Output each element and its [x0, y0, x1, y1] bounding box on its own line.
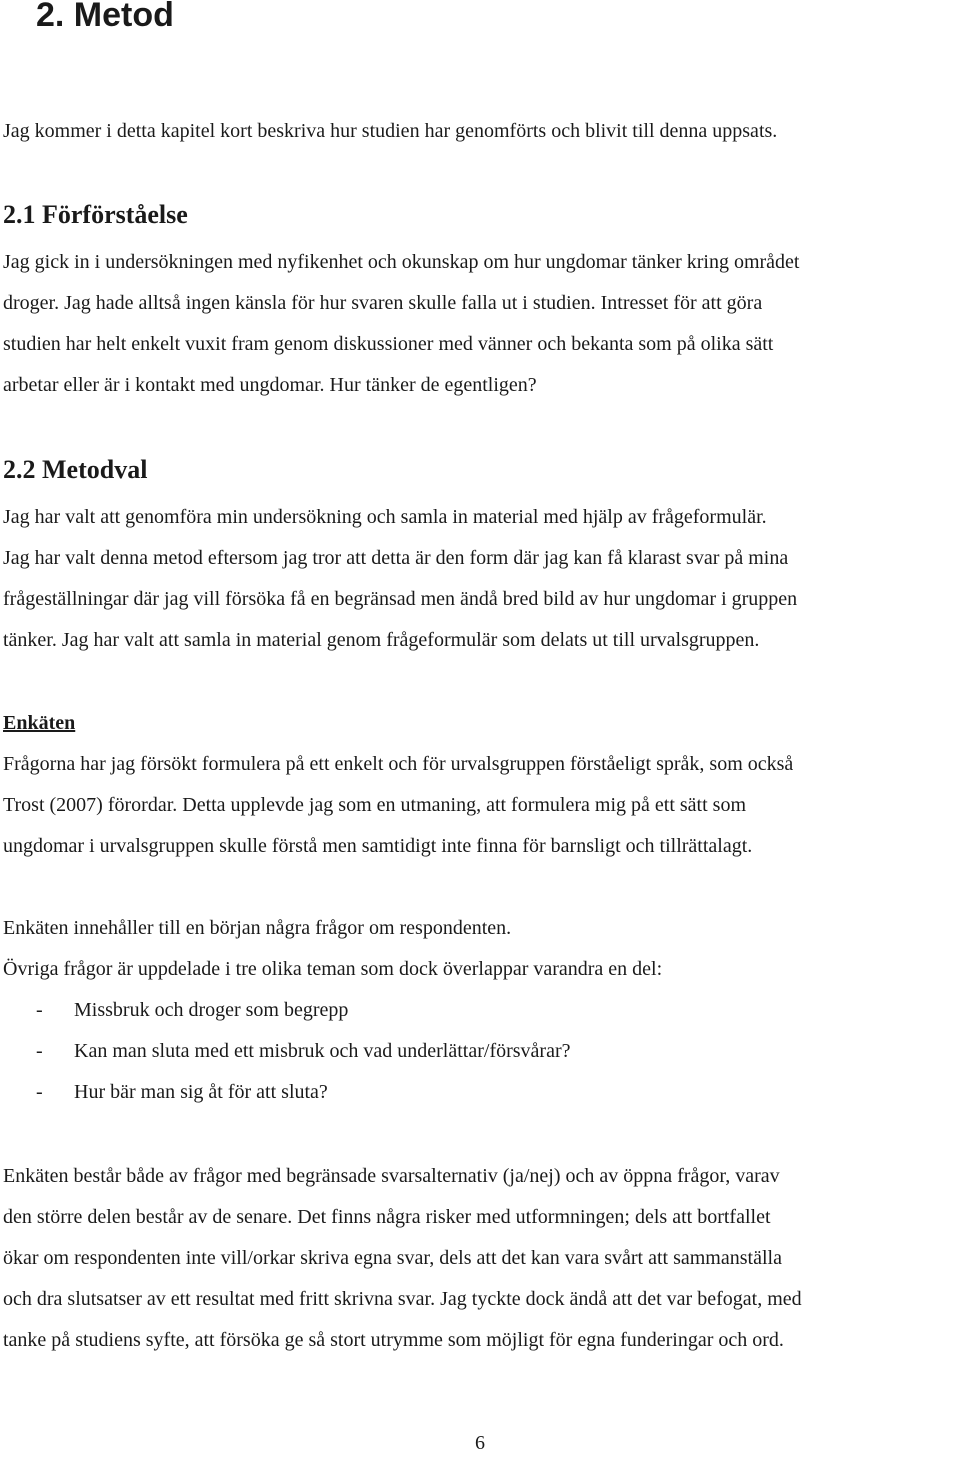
paragraph-line: Trost (2007) förordar. Detta upplevde jag som en utmaning, att formulera mig på ett sätt som — [3, 794, 746, 816]
intro-paragraph — [3, 111, 777, 152]
paragraph-line: Jag gick in i undersökningen med nyfikenhet och okunskap om hur ungdomar tänker kring området — [3, 251, 800, 273]
paragraph-line: Jag har valt att genomföra min undersökning och samla in material med hjälp av frågeformulär. — [3, 506, 767, 528]
paragraph-enkaten-2 — [3, 908, 662, 990]
list-marker: - — [36, 1081, 43, 1103]
list-marker: - — [36, 1040, 43, 1062]
paragraph-line: ökar om respondenten inte vill/orkar skriva egna svar, dels att det kan vara svårt att sammanställa — [3, 1247, 782, 1269]
paragraph-line: Enkäten består både av frågor med begränsade svarsalternativ (ja/nej) och av öppna frågor, varav — [3, 1165, 780, 1187]
paragraph-line: Frågorna har jag försökt formulera på ett enkelt och för urvalsgruppen förståeligt språk, som också — [3, 753, 794, 775]
section-heading-forforstaelse: 2.1 Förförståelse — [3, 200, 188, 229]
paragraph-metodval — [3, 497, 797, 661]
list-marker: - — [36, 999, 43, 1021]
paragraph-line: arbetar eller är i kontakt med ungdomar. Hur tänker de egentligen? — [3, 374, 537, 396]
list-item — [36, 990, 571, 1031]
paragraph-forforstaelse — [3, 242, 799, 406]
paragraph-line: tanke på studiens syfte, att försöka ge så stort utrymme som möjligt för egna funderingar och ord. — [3, 1329, 784, 1351]
list-item — [36, 1031, 571, 1072]
paragraph-line: och dra slutsatser av ett resultat med fritt skrivna svar. Jag tyckte dock ändå att det var befogat, med — [3, 1288, 802, 1310]
list-item — [36, 1072, 571, 1113]
paragraph-line: tänker. Jag har valt att samla in material genom frågeformulär som delats ut till urvalsgruppen. — [3, 629, 760, 651]
theme-list — [36, 990, 571, 1113]
page-number: 6 — [475, 1432, 485, 1454]
subheading-enkaten: Enkäten — [3, 712, 76, 734]
paragraph-line: droger. Jag hade alltså ingen känsla för hur svaren skulle falla ut i studien. Intresset för att göra — [3, 292, 763, 314]
paragraph-line: Jag har valt denna metod eftersom jag tror att detta är den form där jag kan få klarast svar på mina — [3, 547, 789, 569]
page-title: 2. Metod — [36, 0, 174, 34]
paragraph-enkaten-1 — [3, 744, 793, 867]
list-item-text: Hur bär man sig åt för att sluta? — [74, 1081, 328, 1103]
paragraph-line: Övriga frågor är uppdelade i tre olika teman som dock överlappar varandra en del: — [3, 958, 663, 980]
section-heading-metodval: 2.2 Metodval — [3, 455, 148, 484]
paragraph-line: studien har helt enkelt vuxit fram genom diskussioner med vänner och bekanta som på olika sätt — [3, 333, 774, 355]
paragraph-line: den större delen består av de senare. Det finns några risker med utformningen; dels att bortfallet — [3, 1206, 771, 1228]
list-item-text: Missbruk och droger som begrepp — [74, 999, 349, 1021]
paragraph-line: Jag kommer i detta kapitel kort beskriva hur studien har genomförts och blivit till denna uppsats. — [3, 120, 778, 142]
paragraph-line: Enkäten innehåller till en början några frågor om respondenten. — [3, 917, 512, 939]
list-item-text: Kan man sluta med ett misbruk och vad underlättar/försvårar? — [74, 1040, 571, 1062]
paragraph-enkaten-3 — [3, 1156, 802, 1361]
paragraph-line: ungdomar i urvalsgruppen skulle förstå men samtidigt inte finna för barnsligt och tillrättalagt. — [3, 835, 753, 857]
paragraph-line: frågeställningar där jag vill försöka få en begränsad men ändå bred bild av hur ungdomar i gruppen — [3, 588, 798, 610]
